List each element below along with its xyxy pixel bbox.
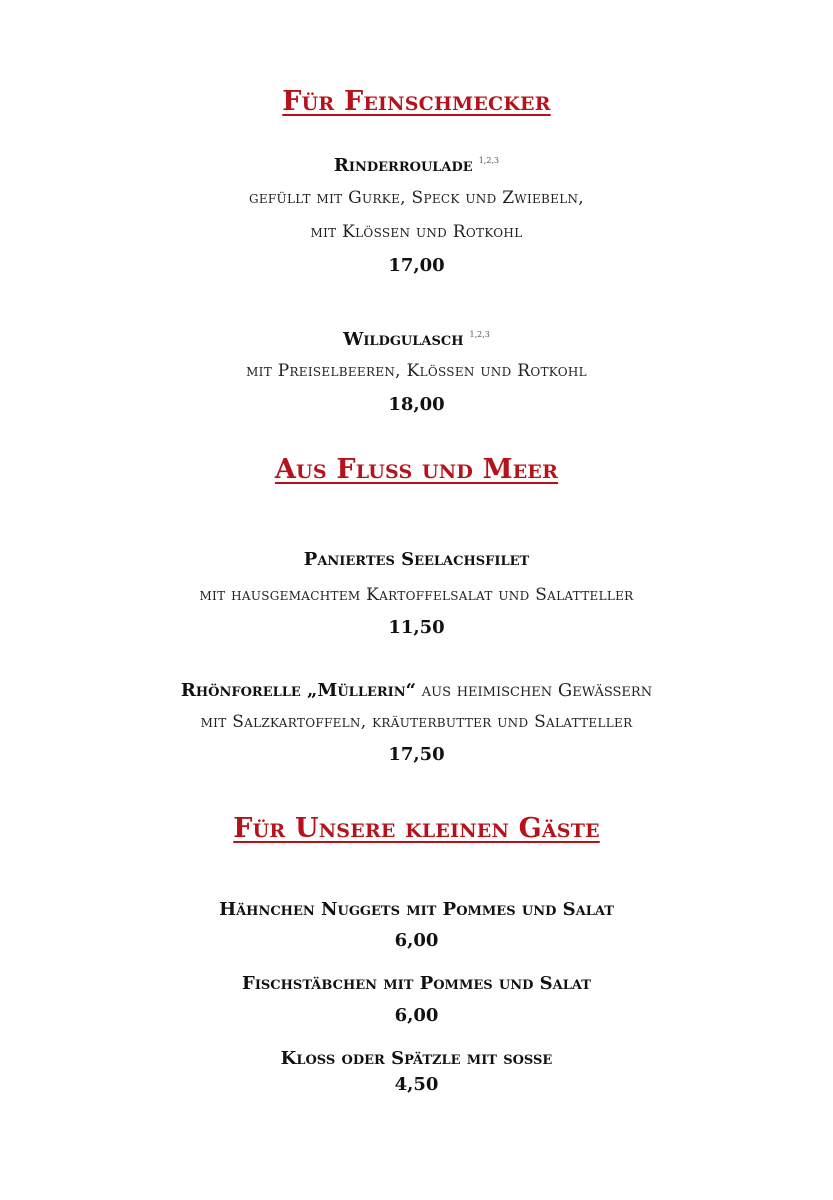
dish-name-text: Rhönforelle „Müllerin“ xyxy=(180,680,416,701)
section-heading-kleine-gaeste: Für Unsere kleinen Gäste xyxy=(233,813,600,844)
dish-description: gefüllt mit Gurke, Speck und Zwiebeln, xyxy=(248,188,584,208)
dish-price: 4,50 xyxy=(394,1074,439,1095)
dish-description: mit Preiselbeeren, Klössen und Rotkohl xyxy=(246,361,587,381)
allergen-note: 1,2,3 xyxy=(478,156,500,165)
section-heading-fluss-meer: Aus Fluss und Meer xyxy=(274,454,559,485)
dish-name-rinderroulade xyxy=(0,155,833,176)
dish-price: 18,00 xyxy=(388,394,445,415)
dish-name-fischstaebchen: Fischstäbchen mit Pommes und Salat xyxy=(242,973,591,994)
dish-description: mit Salzkartoffeln, kräuterbutter und Salatteller xyxy=(200,712,633,732)
dish-price: 17,00 xyxy=(388,255,445,276)
allergen-note: 1,2,3 xyxy=(469,330,490,339)
dish-description: mit hausgemachtem Kartoffelsalat und Salatteller xyxy=(199,585,634,605)
dish-name-kloss-spaetzle: Kloss oder Spätzle mit sosse xyxy=(280,1048,553,1069)
dish-name-wildgulasch xyxy=(0,329,833,350)
dish-name-text: Wildgulasch xyxy=(343,329,464,350)
section-heading-feinschmecker: Für Feinschmecker xyxy=(282,86,551,117)
dish-name-nuggets: Hähnchen Nuggets mit Pommes und Salat xyxy=(219,899,614,920)
dish-price: 6,00 xyxy=(394,1005,439,1026)
dish-name-seelachsfilet: Paniertes Seelachsfilet xyxy=(303,549,530,570)
dish-name-suffix: aus heimischen Gewässern xyxy=(416,680,653,701)
dish-name-rhoenforelle xyxy=(0,680,833,701)
dish-description: mit Klössen und Rotkohl xyxy=(310,222,523,242)
dish-price: 11,50 xyxy=(388,617,445,638)
dish-name-text: Rinderroulade xyxy=(333,155,473,176)
dish-price: 17,50 xyxy=(388,744,445,765)
dish-price: 6,00 xyxy=(394,930,439,951)
